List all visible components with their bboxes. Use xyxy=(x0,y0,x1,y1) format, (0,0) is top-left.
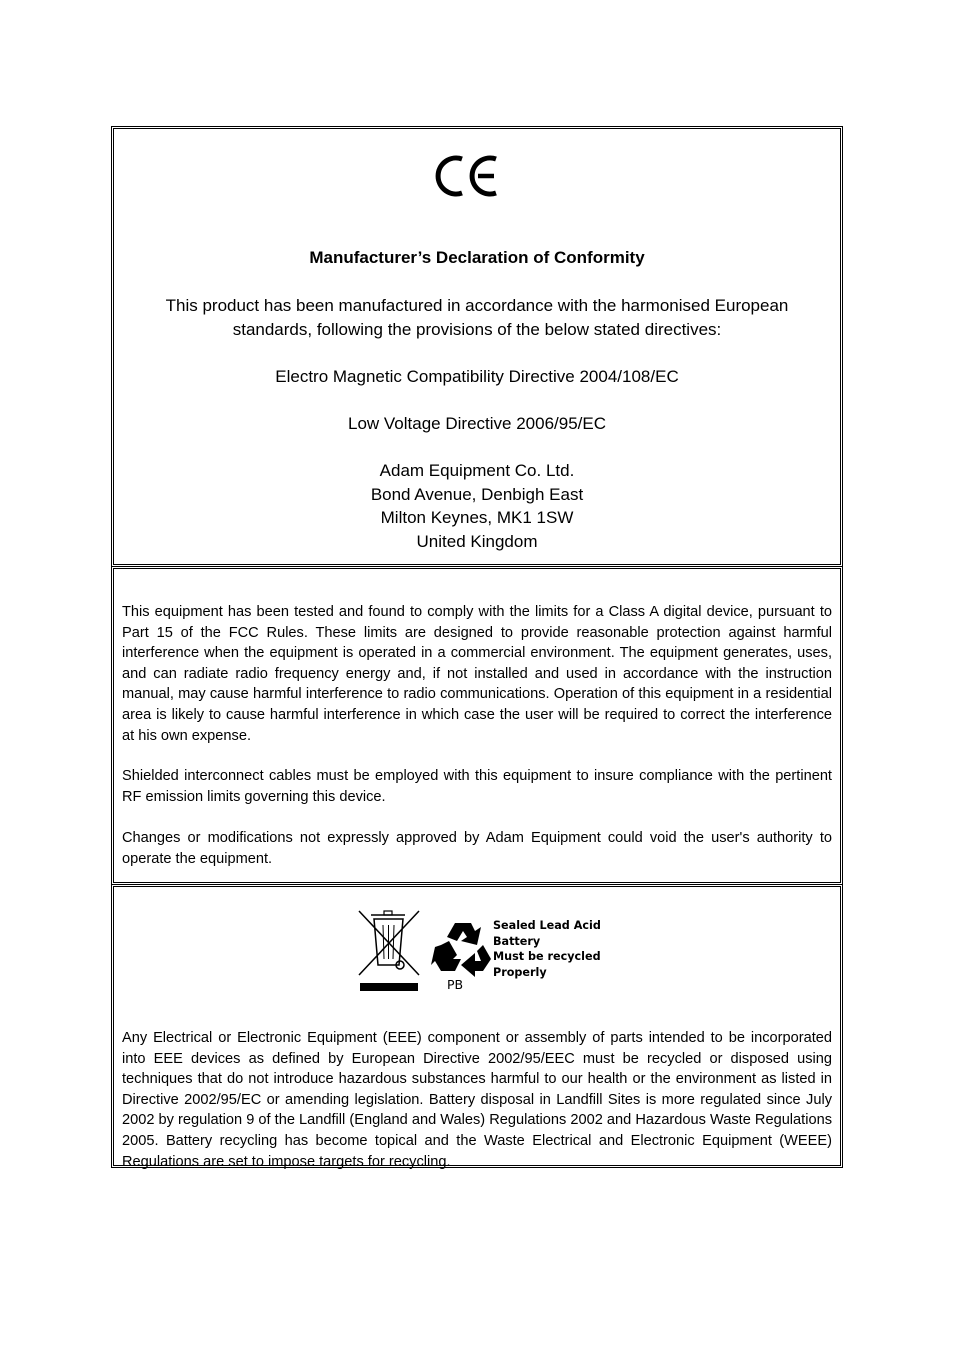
declaration-title: Manufacturer’s Declaration of Conformity xyxy=(309,248,645,267)
emc-directive: Electro Magnetic Compatibility Directive 2004/108/EC xyxy=(275,367,679,386)
document-frame xyxy=(111,126,843,1168)
battery-label-line: Sealed Lead Acid xyxy=(493,919,601,932)
fcc-paragraph: This equipment has been tested and found to comply with the limits for a Class A digital device, pursuant to Part 15 of the FCC Rules. These limits are designed to provide reasonable protection against harmful interference when the equipment is operated in a commercial environment. The equipment generates, uses, and can radiate radio frequency energy and, if not installed and used in accordance with the instruction manual, may cause harmful interference to radio communications. Operation of this equipment in a residential area is likely to cause harmful interference in which case the user will be required to correct the interference at his own expense. xyxy=(122,604,832,744)
battery-recycling-label xyxy=(493,918,601,980)
address-line: Adam Equipment Co. Ltd. xyxy=(379,461,575,480)
declaration-box xyxy=(111,126,843,567)
fcc-paragraph: Changes or modifications not expressly approved by Adam Equipment could void the user's authority to operate the equipment. xyxy=(122,830,832,867)
crossed-out-wheelie-bin-icon xyxy=(359,911,419,991)
weee-paragraph: Any Electrical or Electronic Equipment (EEE) component or assembly of parts intended to be incorporated into EEE devices as defined by European Directive 2002/95/EEC must be recycled or disposed using techniques that do not introduce hazardous substances harmful to our health or the environment as listed in Directive 2002/95/EC or amending legislation. Battery disposal in Landfill Sites is more regulated since July 2002 by regulation 9 of the Landfill (England and Wales) Regulations 2002 and Hazardous Waste Regulations 2005. Battery recycling has become topical and the Waste Electrical and Electronic Equipment (WEEE) Regulations are set to impose targets for recycling. xyxy=(122,1030,832,1170)
recycle-arrows-icon xyxy=(431,923,491,977)
address-line: United Kingdom xyxy=(416,531,538,551)
address-line: Bond Avenue, Denbigh East xyxy=(370,484,584,504)
fcc-box xyxy=(111,566,843,885)
low-voltage-directive: Low Voltage Directive 2006/95/EC xyxy=(348,414,606,433)
address-line: Milton Keynes, MK1 1SW xyxy=(380,508,574,527)
battery-label-line: Properly xyxy=(493,965,547,979)
intro-line: standards, following the provisions of the below stated directives: xyxy=(232,319,722,339)
pb-label: PB xyxy=(447,977,464,992)
ce-mark-icon xyxy=(432,153,502,199)
manufacturer-address xyxy=(114,459,840,553)
declaration-intro xyxy=(114,294,840,341)
fcc-paragraph: Shielded interconnect cables must be employed with this equipment to insure compliance with the pertinent RF emission limits governing this device. xyxy=(122,768,832,805)
weee-box xyxy=(111,884,843,1168)
battery-label-line: Battery xyxy=(493,934,541,948)
battery-label-line: Must be recycled xyxy=(493,950,601,963)
intro-line: This product has been manufactured in accordance with the harmonised European xyxy=(165,296,789,315)
